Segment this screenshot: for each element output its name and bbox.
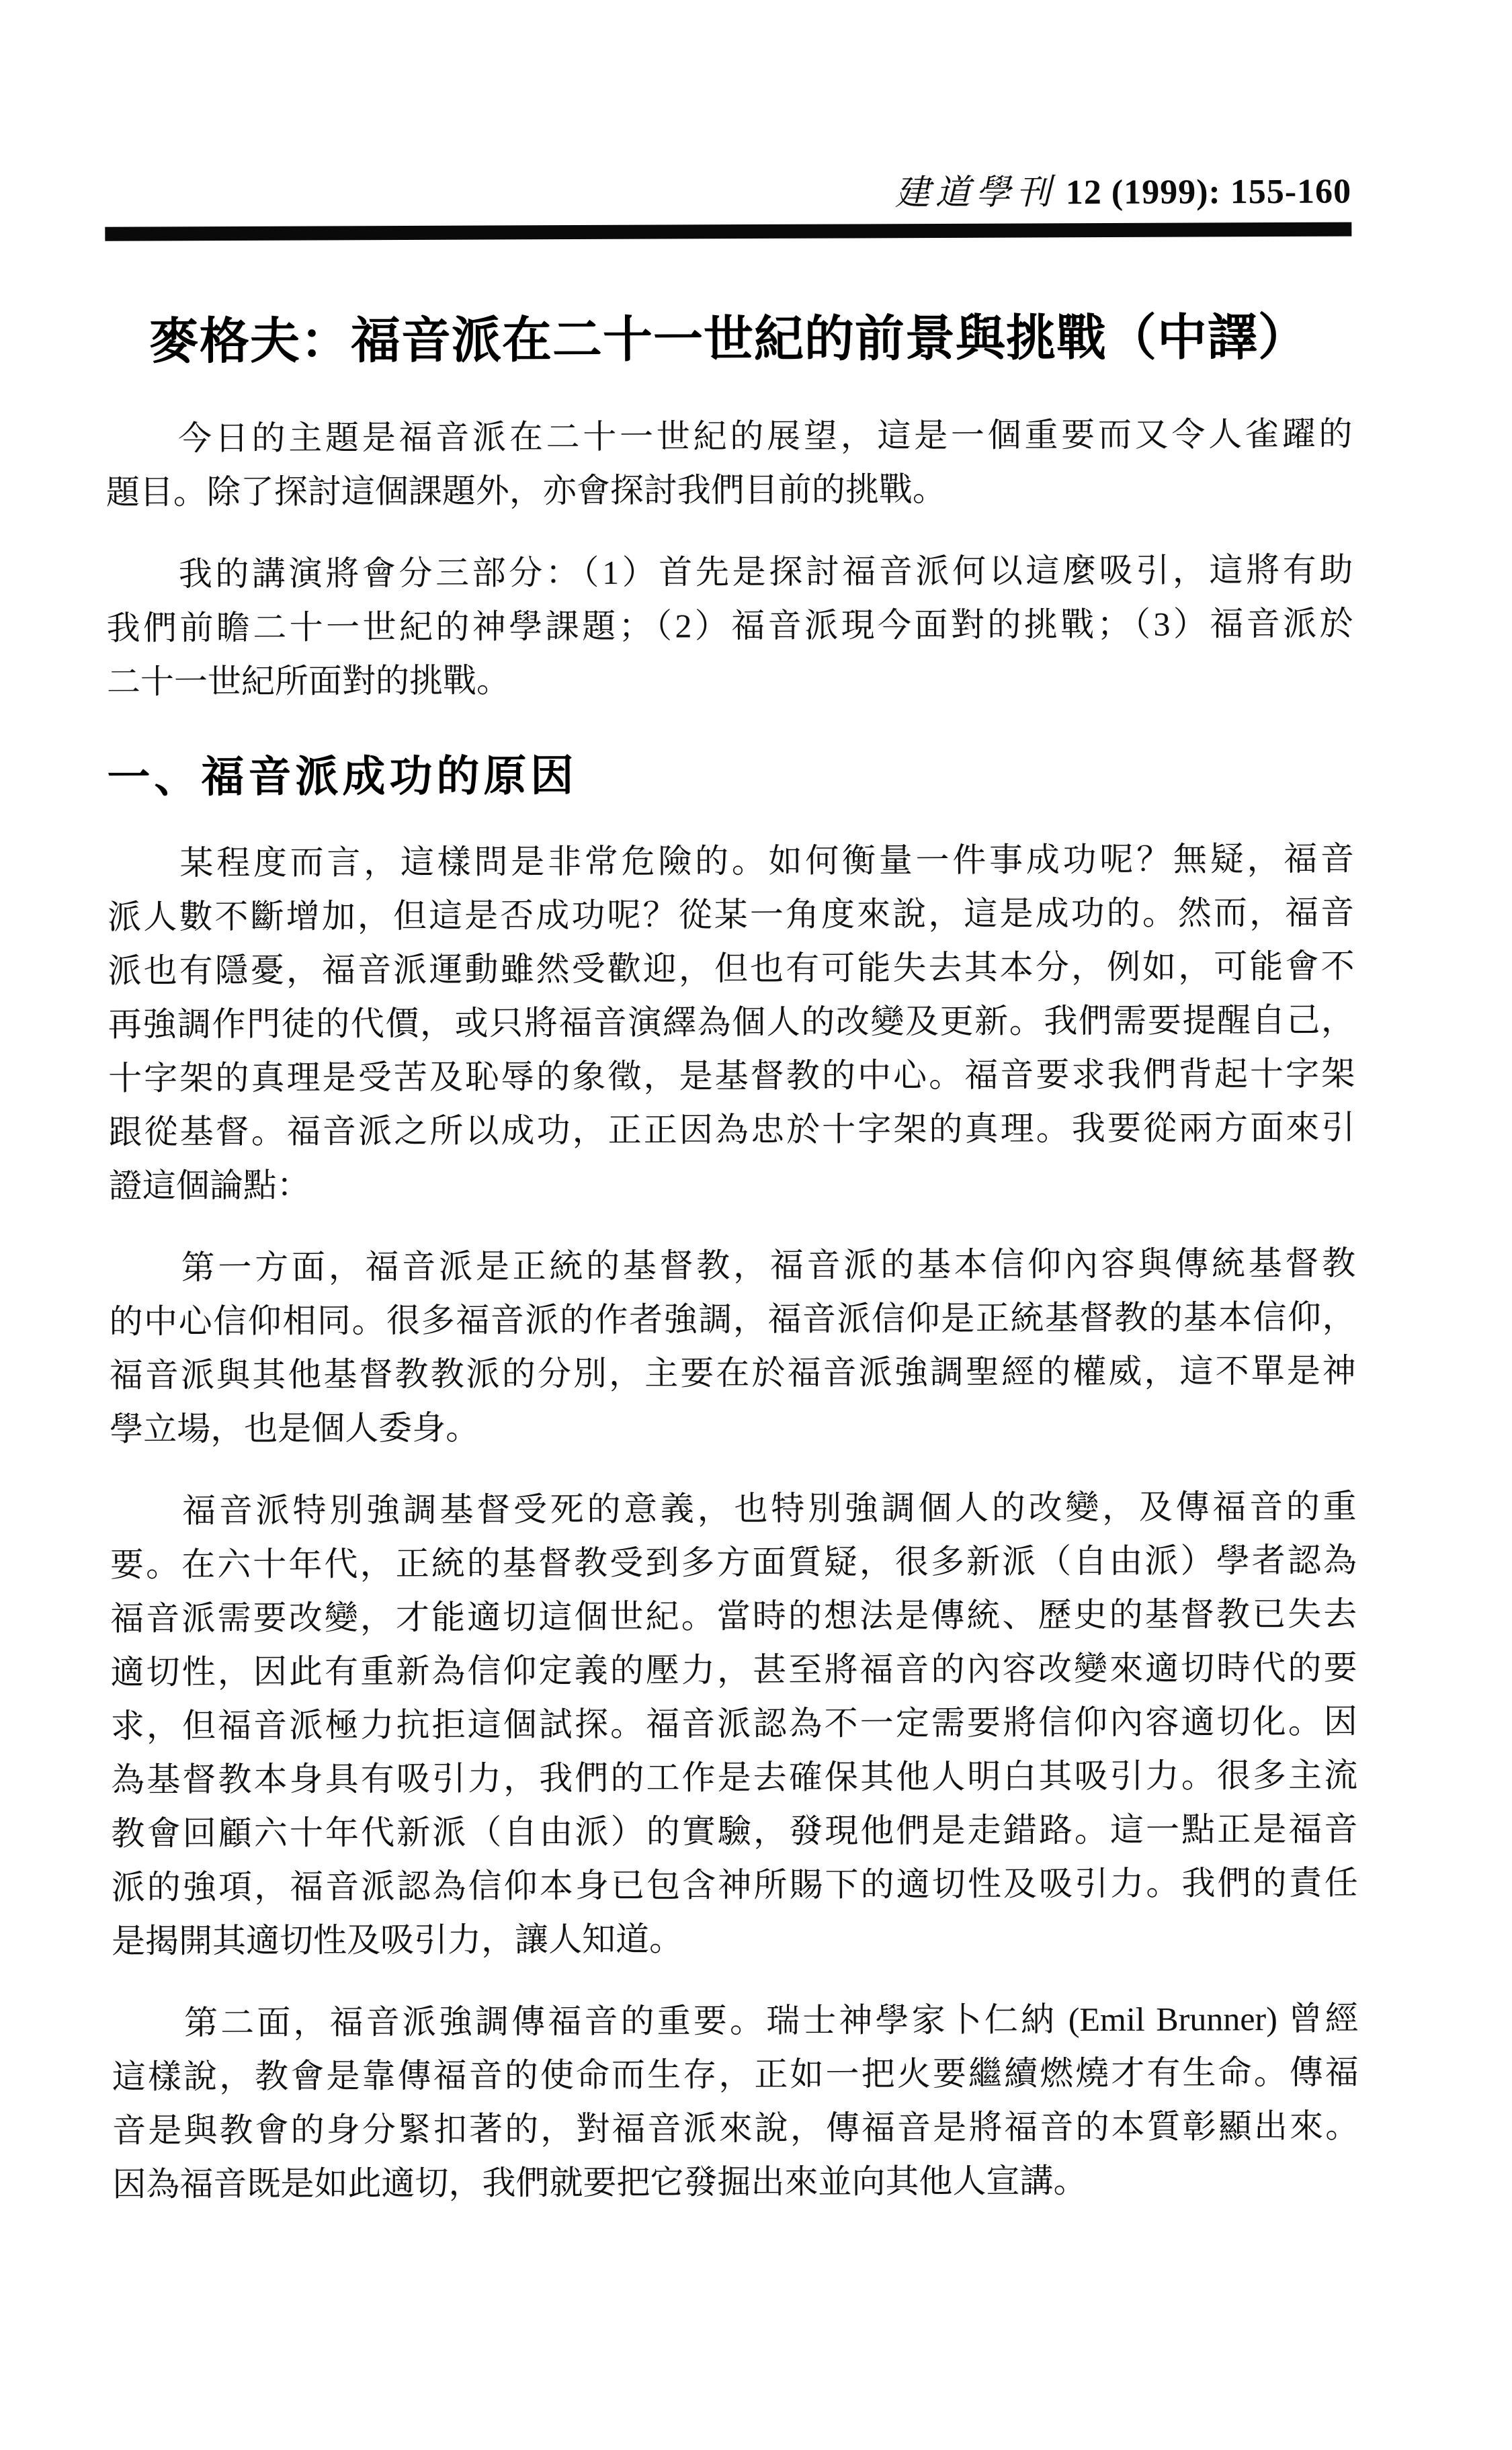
paragraph-emphasis xyxy=(110,1480,1358,1968)
text-line: 派人數不斷增加，但這是否成功呢？從某一角度來說，這是成功的。然而，福音 xyxy=(108,893,1355,936)
header-rule xyxy=(105,222,1351,241)
text-line: 因為福音既是如此適切，我們就要把它發掘出來並向其他人宣講。 xyxy=(112,2162,1087,2203)
text-line: 派也有隱憂，福音派運動雖然受歡迎，但也有可能失去其本分，例如，可能會不 xyxy=(108,947,1355,990)
text-line: 教會回顧六十年代新派（自由派）的實驗，發現他們是走錯路。這一點正是福音 xyxy=(111,1810,1358,1853)
text-line: 我們前瞻二十一世紀的神學課題；（2）福音派現今面對的挑戰；（3）福音派於 xyxy=(106,604,1353,647)
journal-citation: 12 (1999): 155-160 xyxy=(1065,172,1352,212)
text-line: 是揭開其適切性及吸引力，讓人知道。 xyxy=(111,1920,683,1960)
paragraph-outline xyxy=(106,543,1353,709)
text-line: 為基督教本身具有吸引力，我們的工作是去確保其他人明白其吸引力。很多主流 xyxy=(111,1756,1358,1799)
text-line: 跟從基督。福音派之所以成功，正正因為忠於十字架的真理。我要從兩方面來引 xyxy=(108,1108,1355,1151)
paragraph-intro xyxy=(106,407,1353,519)
text-line: 再強調作門徒的代價，或只將福音演繹為個人的改變及更新。我們需要提醒自己， xyxy=(108,1001,1355,1044)
page-content xyxy=(104,0,1359,2240)
text-line: 音是與教會的身分緊扣著的，對福音派來說，傳福音是將福音的本質彰顯出來。 xyxy=(112,2107,1359,2150)
text-line: 今日的主題是福音派在二十一世紀的展望，這是一個重要而又令人雀躍的 xyxy=(177,415,1353,458)
text-line: 第一方面，福音派是正統的基督教，福音派的基本信仰內容與傳統基督教 xyxy=(181,1244,1356,1287)
article-title: 麥格夫：福音派在二十一世紀的前景與挑戰（中譯） xyxy=(149,308,1309,370)
text-line: 福音派特別強調基督受死的意義，也特別強調個人的改變，及傳福音的重 xyxy=(182,1487,1357,1530)
text-line: 二十一世紀所面對的挑戰。 xyxy=(106,661,510,701)
text-line: 某程度而言，這樣問是非常危險的。如何衡量一件事成功呢？無疑，福音 xyxy=(179,839,1355,882)
text-line: 福音派需要改變，才能適切這個世紀。當時的想法是傳統、歷史的基督教已失去 xyxy=(110,1595,1357,1638)
text-line: 這樣說，教會是靠傳福音的使命而生存，正如一把火要繼續燃燒才有生命。傳福 xyxy=(112,2053,1359,2096)
text-line: 題目。除了探討這個課題外，亦會探討我們目前的挑戰。 xyxy=(106,470,946,511)
text-line: 學立場，也是個人委身。 xyxy=(110,1408,480,1448)
journal-header xyxy=(105,163,1351,218)
text-line: 福音派與其他基督教教派的分別，主要在於福音派強調聖經的權威，這不單是神 xyxy=(109,1351,1356,1394)
text-line: 適切性，因此有重新為信仰定義的壓力，甚至將福音的內容改變來適切時代的要 xyxy=(110,1648,1357,1691)
paragraph-second-point xyxy=(112,1992,1359,2211)
section-heading: 一、福音派成功的原因 xyxy=(107,751,578,802)
journal-name: 建道學刊 xyxy=(894,173,1056,213)
paragraph-first-point xyxy=(109,1236,1356,1456)
text-line: 第二面，福音派強調傳福音的重要。瑞士神學家卜仁納 (Emil Brunner) 曾經 xyxy=(183,1999,1359,2042)
text-line: 要。在六十年代，正統的基督教受到多方面質疑，很多新派（自由派）學者認為 xyxy=(110,1541,1357,1584)
article-body xyxy=(106,407,1359,2211)
text-line: 求，但福音派極力抗拒這個試探。福音派認為不一定需要將信仰內容適切化。因 xyxy=(110,1702,1357,1745)
text-line: 的中心信仰相同。很多福音派的作者強調，福音派信仰是正統基督教的基本信仰， xyxy=(109,1298,1356,1341)
text-line: 證這個論點： xyxy=(108,1166,310,1205)
text-line: 十字架的真理是受苦及恥辱的象徵，是基督教的中心。福音要求我們背起十字架 xyxy=(108,1054,1355,1097)
text-line: 派的強項，福音派認為信仰本身已包含神所賜下的適切性及吸引力。我們的責任 xyxy=(111,1863,1358,1906)
paragraph-success-question xyxy=(108,832,1355,1213)
text-line: 我的講演將會分三部分：（1）首先是探討福音派何以這麼吸引，這將有助 xyxy=(178,550,1353,593)
